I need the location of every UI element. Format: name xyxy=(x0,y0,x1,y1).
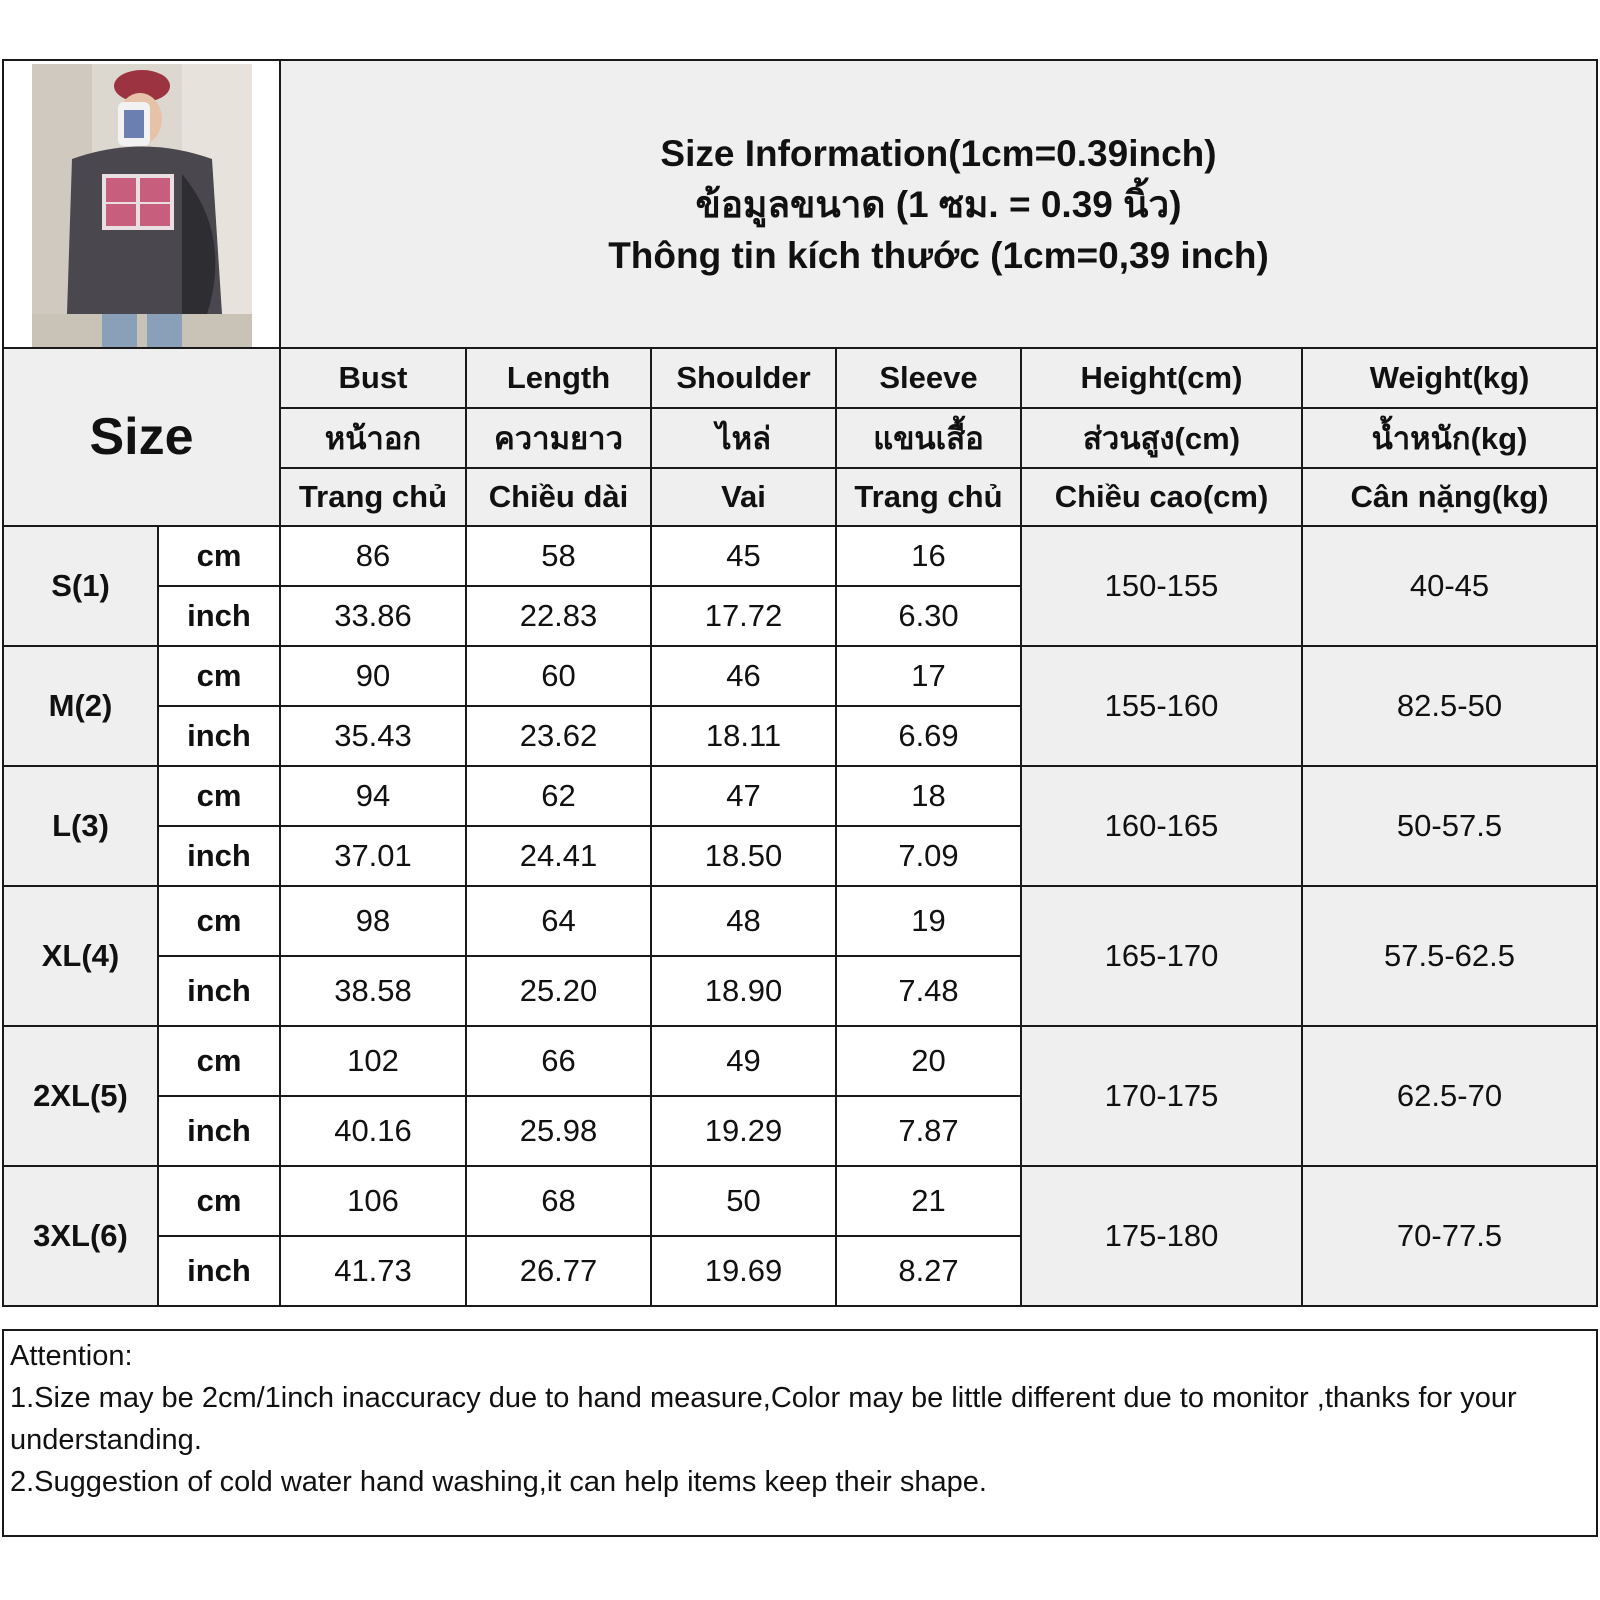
bust-cm-3xl: 106 xyxy=(279,1165,467,1237)
sleeve-cm-3xl: 21 xyxy=(835,1165,1022,1237)
size-label-3xl: 3XL(6) xyxy=(2,1165,159,1307)
length-inch-xl: 25.20 xyxy=(465,955,652,1027)
weight-range-l: 50-57.5 xyxy=(1301,765,1598,887)
shoulder-inch-3xl: 19.69 xyxy=(650,1235,837,1307)
length-cm-s: 58 xyxy=(465,525,652,587)
shoulder-inch-2xl: 19.29 xyxy=(650,1095,837,1167)
notes-line-2: 2.Suggestion of cold water hand washing,it can help items keep their shape. xyxy=(10,1466,987,1498)
col-weight-en: Weight(kg) xyxy=(1301,347,1598,409)
unit-inch-s: inch xyxy=(157,585,281,647)
length-inch-s: 22.83 xyxy=(465,585,652,647)
bust-inch-m: 35.43 xyxy=(279,705,467,767)
sleeve-inch-l: 7.09 xyxy=(835,825,1022,887)
col-shoulder-en: Shoulder xyxy=(650,347,837,409)
size-label-l: L(3) xyxy=(2,765,159,887)
bust-inch-s: 33.86 xyxy=(279,585,467,647)
weight-range-3xl: 70-77.5 xyxy=(1301,1165,1598,1307)
size-label-m: M(2) xyxy=(2,645,159,767)
title-block xyxy=(279,59,1598,349)
sleeve-cm-l: 18 xyxy=(835,765,1022,827)
length-cm-3xl: 68 xyxy=(465,1165,652,1237)
weight-range-m: 82.5-50 xyxy=(1301,645,1598,767)
col-bust-vi: Trang chủ xyxy=(279,467,467,527)
unit-inch-2xl: inch xyxy=(157,1095,281,1167)
unit-cm-m: cm xyxy=(157,645,281,707)
shoulder-cm-m: 46 xyxy=(650,645,837,707)
col-bust-th: หน้าอก xyxy=(279,407,467,469)
size-label-2xl: 2XL(5) xyxy=(2,1025,159,1167)
unit-cm-xl: cm xyxy=(157,885,281,957)
bust-inch-2xl: 40.16 xyxy=(279,1095,467,1167)
size-label-xl: XL(4) xyxy=(2,885,159,1027)
shoulder-cm-xl: 48 xyxy=(650,885,837,957)
shoulder-cm-2xl: 49 xyxy=(650,1025,837,1097)
sleeve-inch-s: 6.30 xyxy=(835,585,1022,647)
bust-cm-m: 90 xyxy=(279,645,467,707)
weight-range-xl: 57.5-62.5 xyxy=(1301,885,1598,1027)
col-height-th: ส่วนสูง(cm) xyxy=(1020,407,1303,469)
title-thai: ข้อมูลขนาด (1 ซม. = 0.39 นิ้ว) xyxy=(695,183,1182,225)
shoulder-inch-m: 18.11 xyxy=(650,705,837,767)
length-cm-2xl: 66 xyxy=(465,1025,652,1097)
unit-inch-m: inch xyxy=(157,705,281,767)
length-inch-2xl: 25.98 xyxy=(465,1095,652,1167)
bust-inch-3xl: 41.73 xyxy=(279,1235,467,1307)
col-sleeve-vi: Trang chủ xyxy=(835,467,1022,527)
col-weight-th: น้ำหนัก(kg) xyxy=(1301,407,1598,469)
sleeve-inch-m: 6.69 xyxy=(835,705,1022,767)
product-photo xyxy=(32,64,252,350)
size-chart xyxy=(2,59,1598,1537)
unit-inch-l: inch xyxy=(157,825,281,887)
height-range-m: 155-160 xyxy=(1020,645,1303,767)
notes-line-1: 1.Size may be 2cm/1inch inaccuracy due to hand measure,Color may be little different due to monitor ,thanks for your understanding. xyxy=(10,1382,1517,1456)
col-length-th: ความยาว xyxy=(465,407,652,469)
weight-range-2xl: 62.5-70 xyxy=(1301,1025,1598,1167)
sleeve-cm-xl: 19 xyxy=(835,885,1022,957)
length-inch-3xl: 26.77 xyxy=(465,1235,652,1307)
bust-cm-l: 94 xyxy=(279,765,467,827)
title-english: Size Information(1cm=0.39inch) xyxy=(660,132,1217,174)
sleeve-inch-xl: 7.48 xyxy=(835,955,1022,1027)
weight-range-s: 40-45 xyxy=(1301,525,1598,647)
size-header: Size xyxy=(2,347,281,527)
shoulder-inch-l: 18.50 xyxy=(650,825,837,887)
length-cm-l: 62 xyxy=(465,765,652,827)
bust-inch-xl: 38.58 xyxy=(279,955,467,1027)
bust-cm-xl: 98 xyxy=(279,885,467,957)
col-bust-en: Bust xyxy=(279,347,467,409)
unit-inch-xl: inch xyxy=(157,955,281,1027)
height-range-xl: 165-170 xyxy=(1020,885,1303,1027)
height-range-3xl: 175-180 xyxy=(1020,1165,1303,1307)
unit-inch-3xl: inch xyxy=(157,1235,281,1307)
bust-cm-2xl: 102 xyxy=(279,1025,467,1097)
shoulder-inch-s: 17.72 xyxy=(650,585,837,647)
col-length-vi: Chiều dài xyxy=(465,467,652,527)
height-range-l: 160-165 xyxy=(1020,765,1303,887)
sleeve-cm-2xl: 20 xyxy=(835,1025,1022,1097)
size-label-s: S(1) xyxy=(2,525,159,647)
unit-cm-l: cm xyxy=(157,765,281,827)
col-shoulder-vi: Vai xyxy=(650,467,837,527)
attention-notes xyxy=(2,1329,1598,1537)
col-height-vi: Chiều cao(cm) xyxy=(1020,467,1303,527)
col-shoulder-th: ไหล่ xyxy=(650,407,837,469)
col-sleeve-en: Sleeve xyxy=(835,347,1022,409)
unit-cm-2xl: cm xyxy=(157,1025,281,1097)
title-vietnamese: Thông tin kích thước (1cm=0,39 inch) xyxy=(608,234,1269,276)
sleeve-inch-2xl: 7.87 xyxy=(835,1095,1022,1167)
unit-cm-3xl: cm xyxy=(157,1165,281,1237)
length-inch-m: 23.62 xyxy=(465,705,652,767)
sleeve-inch-3xl: 8.27 xyxy=(835,1235,1022,1307)
height-range-s: 150-155 xyxy=(1020,525,1303,647)
shoulder-cm-3xl: 50 xyxy=(650,1165,837,1237)
shoulder-cm-s: 45 xyxy=(650,525,837,587)
length-cm-m: 60 xyxy=(465,645,652,707)
sleeve-cm-s: 16 xyxy=(835,525,1022,587)
length-inch-l: 24.41 xyxy=(465,825,652,887)
shoulder-inch-xl: 18.90 xyxy=(650,955,837,1027)
col-weight-vi: Cân nặng(kg) xyxy=(1301,467,1598,527)
height-range-2xl: 170-175 xyxy=(1020,1025,1303,1167)
bust-inch-l: 37.01 xyxy=(279,825,467,887)
shoulder-cm-l: 47 xyxy=(650,765,837,827)
unit-cm-s: cm xyxy=(157,525,281,587)
col-sleeve-th: แขนเสื้อ xyxy=(835,407,1022,469)
sleeve-cm-m: 17 xyxy=(835,645,1022,707)
notes-heading: Attention: xyxy=(10,1340,133,1372)
col-height-en: Height(cm) xyxy=(1020,347,1303,409)
bust-cm-s: 86 xyxy=(279,525,467,587)
length-cm-xl: 64 xyxy=(465,885,652,957)
col-length-en: Length xyxy=(465,347,652,409)
